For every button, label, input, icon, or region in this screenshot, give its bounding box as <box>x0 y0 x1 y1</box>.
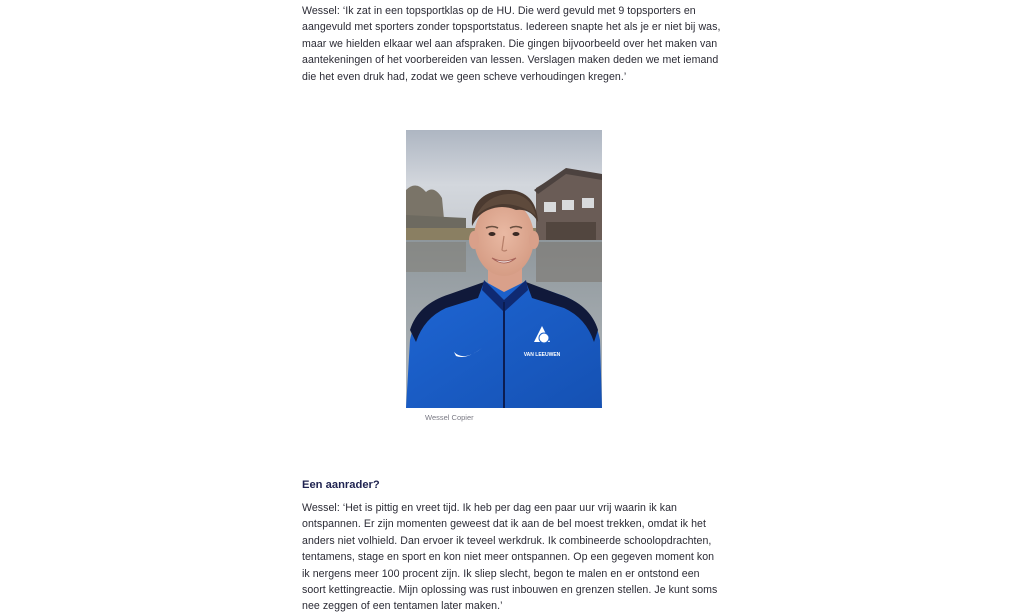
section-heading: Een aanrader? <box>302 479 380 491</box>
article-paragraph: Wessel: ‘Het is pittig en vreet tijd. Ik heb per dag een paar uur vrij waarin ik kan ontspannen. Er zijn momenten geweest dat ik aan de bel moest trekken, omdat ik het anders niet volhield. Dan ervoer ik teveel werkdruk. Ik combineerde schoolopdrachten, tentamens, stage en sport en kon niet meer ontspannen. Op een gegeven moment kon ik nergens meer 100 procent zijn. Ik sliep slecht, begon te malen en er ontstond een soort kettingreactie. Mijn oplossing was rust inbouwen en grenzen stellen. Je kunt soms nee zeggen of een tentamen later maken.’ <box>302 502 718 613</box>
article-paragraph: Wessel: ‘Ik zat in een topsportklas op de HU. Die werd gevuld met 9 topsporters en aangevuld met sporters zonder topsportstatus. Iedereen snapte het als je er niet bij was, maar we hielden elkaar wel aan afspraken. Die gingen bijvoorbeeld over het maken van aantekeningen of het voorbereiden van lessen. Verslagen maken deden we met iemand die het even druk had, zodat we geen scheve verhoudingen kregen.’ <box>302 5 721 83</box>
photo-caption: Wessel Copier <box>425 413 474 422</box>
portrait-photo <box>406 130 602 408</box>
svg-text:VAN LEEUWEN: VAN LEEUWEN <box>523 352 561 358</box>
article-figure <box>406 130 602 422</box>
